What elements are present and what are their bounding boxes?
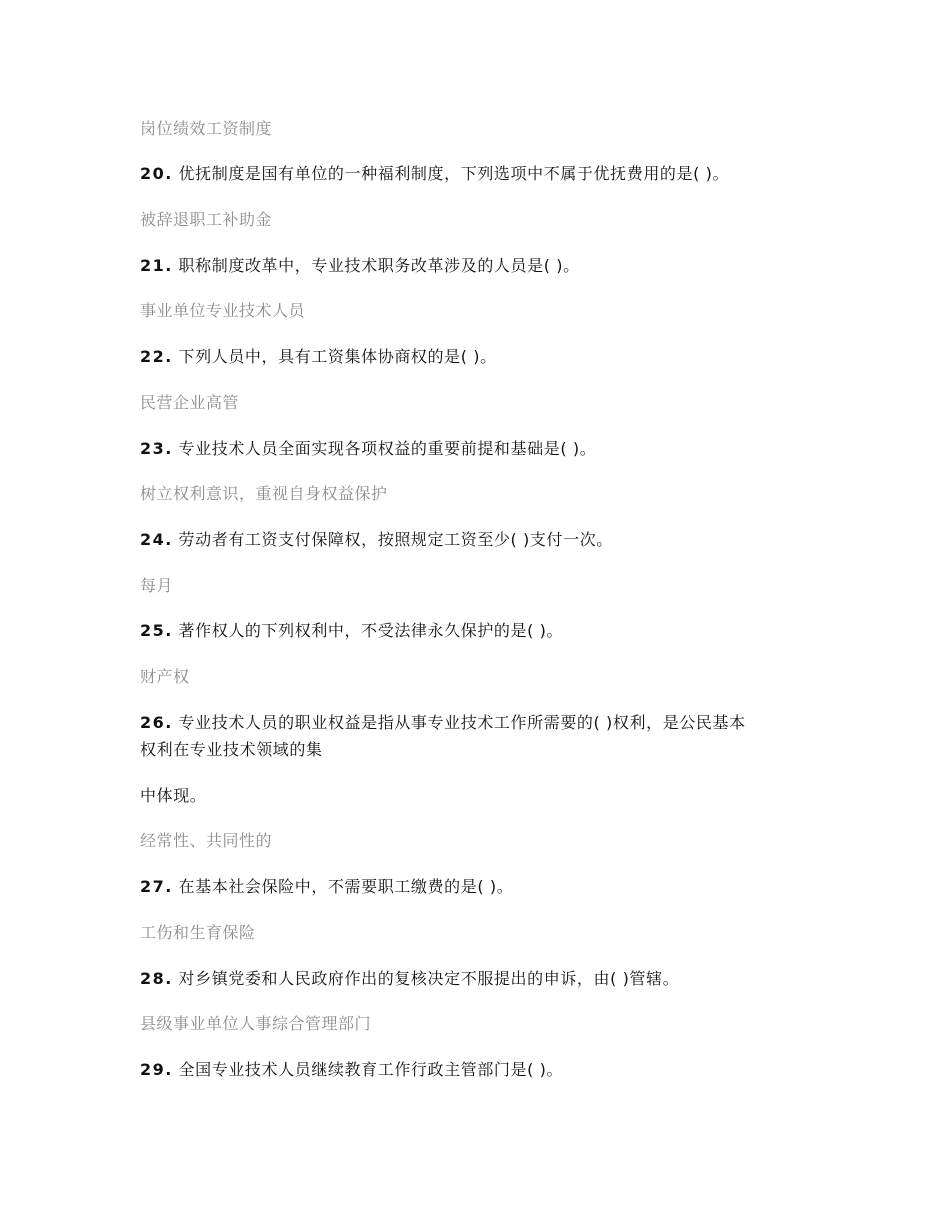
answer-text: 树立权利意识，重视自身权益保护 bbox=[140, 484, 388, 503]
question-20 bbox=[140, 161, 820, 187]
question-text: 劳动者有工资支付保障权，按照规定工资至少( )支付一次。 bbox=[178, 530, 613, 549]
question-number: 27. bbox=[140, 877, 173, 896]
question-number: 26. bbox=[140, 713, 173, 732]
question-26-continuation: 权利在专业技术领域的集 bbox=[140, 740, 323, 759]
answer-text: 每月 bbox=[140, 576, 174, 595]
question-number: 25. bbox=[140, 621, 173, 640]
question-number: 24. bbox=[140, 530, 173, 549]
question-text: 在基本社会保险中，不需要职工缴费的是( )。 bbox=[178, 877, 514, 896]
question-text: 下列人员中，具有工资集体协商权的是( )。 bbox=[178, 347, 497, 366]
answer-text: 工伤和生育保险 bbox=[140, 923, 256, 942]
question-text: 优抚制度是国有单位的一种福利制度，下列选项中不属于优抚费用的是( )。 bbox=[178, 164, 730, 183]
question-number: 21. bbox=[140, 256, 173, 275]
question-text: 对乡镇党委和人民政府作出的复核决定不服提出的申诉，由( )管辖。 bbox=[178, 969, 680, 988]
question-text: 专业技术人员的职业权益是指从事专业技术工作所需要的( )权利，是公民基本 bbox=[178, 713, 746, 732]
answer-text: 民营企业高管 bbox=[140, 393, 240, 412]
question-25 bbox=[140, 618, 820, 644]
answer-text: 事业单位专业技术人员 bbox=[140, 301, 306, 320]
question-text: 著作权人的下列权利中，不受法律永久保护的是( )。 bbox=[178, 621, 564, 640]
question-26 bbox=[140, 710, 820, 736]
question-22 bbox=[140, 344, 820, 370]
question-number: 22. bbox=[140, 347, 173, 366]
question-text: 专业技术人员全面实现各项权益的重要前提和基础是( )。 bbox=[178, 439, 597, 458]
question-29 bbox=[140, 1057, 820, 1083]
question-text: 职称制度改革中，专业技术职务改革涉及的人员是( )。 bbox=[178, 256, 580, 275]
question-number: 29. bbox=[140, 1060, 173, 1079]
question-24 bbox=[140, 527, 820, 553]
question-23 bbox=[140, 436, 820, 462]
question-21 bbox=[140, 253, 820, 279]
question-28 bbox=[140, 966, 820, 992]
answer-text: 被辞退职工补助金 bbox=[140, 210, 273, 229]
question-number: 20. bbox=[140, 164, 173, 183]
question-text: 全国专业技术人员继续教育工作行政主管部门是( )。 bbox=[178, 1060, 564, 1079]
answer-text: 经常性、共同性的 bbox=[140, 831, 273, 850]
answer-text: 财产权 bbox=[140, 667, 190, 686]
question-number: 23. bbox=[140, 439, 173, 458]
answer-text: 县级事业单位人事综合管理部门 bbox=[140, 1014, 372, 1033]
question-27 bbox=[140, 874, 820, 900]
question-number: 28. bbox=[140, 969, 173, 988]
question-26-continuation: 中体现。 bbox=[140, 786, 207, 805]
answer-text: 岗位绩效工资制度 bbox=[140, 119, 273, 138]
